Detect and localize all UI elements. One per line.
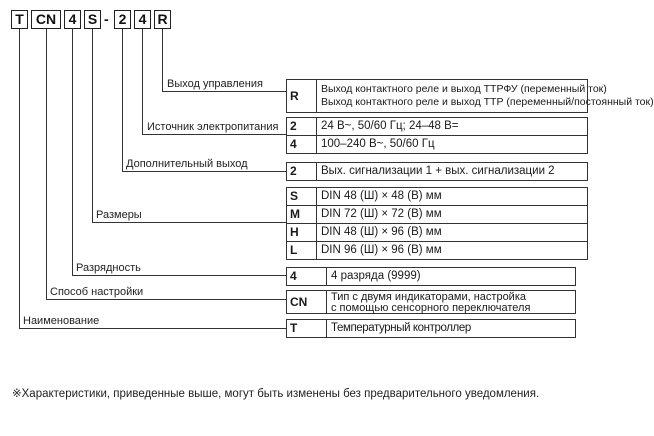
option-description: DIN 96 (Ш) × 96 (В) мм [321, 244, 442, 256]
option-row [286, 205, 588, 224]
label-aux-output: Дополнительный выход [126, 158, 248, 170]
option-description: DIN 48 (Ш) × 48 (В) мм [321, 190, 442, 202]
option-row [286, 223, 588, 242]
option-row [286, 135, 588, 154]
option-code: CN [287, 291, 327, 313]
label-digits: Разрядность [76, 262, 141, 274]
label-setting-method: Способ настройки [50, 286, 144, 298]
option-code: R [287, 80, 317, 112]
code-box-name: T [11, 10, 28, 29]
option-row [286, 117, 588, 136]
option-description: Вых. сигнализации 1 + вых. сигнализации 2 [321, 165, 555, 177]
code-box-digits: 4 [64, 10, 81, 29]
option-row [286, 79, 654, 113]
code-box-aux-output: 2 [114, 10, 131, 29]
code-box-setting-method: CN [31, 10, 61, 29]
option-description: Тип с двумя индикаторами, настройка с помощью сенсорного переключателя [331, 291, 531, 314]
option-code: 4 [287, 136, 317, 153]
code-box-power: 4 [134, 10, 151, 29]
option-description: 100–240 В~, 50/60 Гц [321, 138, 435, 150]
option-code: 2 [287, 163, 317, 180]
option-code: 4 [287, 268, 327, 285]
code-separator: - [104, 11, 109, 27]
code-box-size: S [84, 10, 101, 29]
label-power-supply: Источник электропитания [147, 121, 279, 133]
label-size: Размеры [96, 209, 142, 221]
option-description: Температурный контроллер [331, 322, 471, 334]
option-code: 2 [287, 118, 317, 135]
option-description: Выход контактного реле и выход ТТРФУ (переменный ток) Выход контактного реле и выход ТТР (переменный/постоянный ток) [321, 83, 654, 108]
footnote: ※Характеристики, приведенные выше, могут быть изменены без предварительного уведомления. [12, 388, 540, 400]
option-row [286, 319, 576, 338]
option-code: S [287, 188, 317, 205]
option-row [286, 290, 576, 314]
option-row [286, 187, 588, 206]
option-row [286, 241, 588, 260]
option-description: DIN 48 (Ш) × 96 (В) мм [321, 226, 442, 238]
option-code: T [287, 320, 327, 337]
option-code: L [287, 242, 317, 259]
code-box-control-output: R [154, 10, 171, 29]
option-description: DIN 72 (Ш) × 72 (В) мм [321, 208, 442, 220]
label-name: Наименование [23, 315, 100, 327]
option-code: M [287, 206, 317, 223]
option-row [286, 162, 588, 181]
option-description: 24 В~, 50/60 Гц; 24–48 В= [321, 120, 459, 132]
option-description: 4 разряда (9999) [331, 270, 421, 282]
label-control-output: Выход управления [167, 78, 263, 90]
option-code: H [287, 224, 317, 241]
option-row [286, 267, 576, 286]
